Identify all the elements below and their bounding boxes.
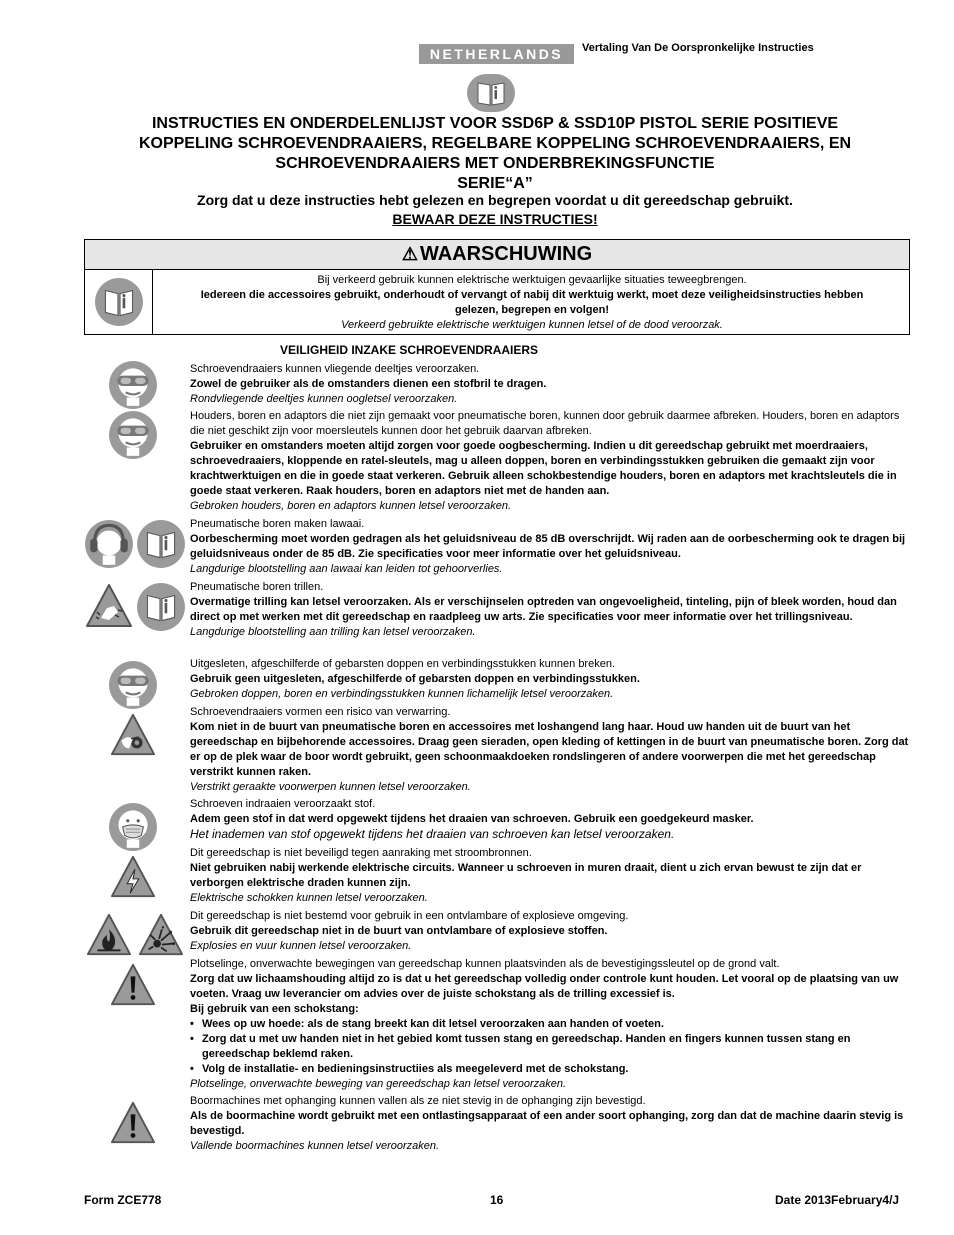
instruction-text: Gebruik dit gereedschap niet in de buurt van ontvlambare of explosieve stoffen. [190, 925, 608, 937]
instruction-text: Kom niet in de buurt van pneumatische boren en accessoires met loshangend lang haar. Houd uw handen uit de buurt van het gereedschap en bijbehorende accessoires. Draag geen sieraden, open kleding of kettingen in de buurt van pneumatische boren. Zorg dat er op de plek waar de boor wordt gebruikt, geen schoonmaakdoeken rondslingeren of andere voorwerpen die met het gereedschap verstrikt kunnen raken. [190, 721, 909, 778]
safety-block-noise [190, 517, 912, 577]
bullet: • [190, 1063, 194, 1075]
goggles-icon [108, 410, 158, 460]
goggles-icon [108, 660, 158, 710]
hazard-text: Dit gereedschap is niet beveiligd tegen aanraking met stroombronnen. [190, 847, 532, 859]
hazard-text: Uitgesleten, afgeschilferde of gebarsten doppen en verbindingsstukken kunnen breken. [190, 658, 616, 670]
section-title: VEILIGHEID INZAKE SCHROEVENDRAAIERS [280, 343, 539, 357]
instruction-text: Adem geen stof in dat werd opgewekt tijdens het draaien van schroeven. Gebruik een goedgekeurd masker. [190, 813, 754, 825]
warning-heading: WAARSCHUWING [419, 243, 593, 265]
hazard-text: Schroevendraaiers vormen een risico van verwarring. [190, 706, 451, 718]
ear-protection-icon [84, 519, 134, 569]
safety-block-flying-particles [190, 362, 912, 407]
explosion-hazard-icon [136, 912, 186, 958]
hazard-text: Schroeven indraaien veroorzaakt stof. [190, 798, 376, 810]
warning-line-2: Iedereen die accessoires gebruikt, onderhoudt of vervangt of nabij dit werktuig werkt, moet deze veiligheidsinstructies hebben [200, 289, 864, 301]
instruction-text: Zowel de gebruiker als de omstanders dienen een stofbril te dragen. [190, 378, 547, 390]
list-item-text: Volg de installatie- en bedieningsinstructiies als meegeleverd met de schokstang. [202, 1063, 629, 1075]
instruction-text: Oorbescherming moet worden gedragen als het geluidsniveau de 85 dB overschrijdt. Wij raden aan de oorbescherming ook te dragen bij geluidsniveaus onder de 85 dB. Zie specificaties voor meer informatie over het geluidsniveau. [190, 533, 906, 560]
consequence-text: Het inademen van stof opgewekt tijdens het draaien van schroeven kan letsel veroorzaken. [190, 827, 675, 841]
read-manual-icon [467, 74, 515, 117]
read-manual-icon [136, 582, 186, 632]
title-line-2: KOPPELING SCHROEVENDRAAIERS, REGELBARE KOPPELING SCHROEVENDRAAIERS, EN [138, 135, 852, 152]
safety-block-worn-sockets [190, 657, 912, 702]
consequence-text: Rondvliegende deeltjes kunnen oogletsel veroorzaken. [190, 393, 458, 405]
list-item [190, 1032, 912, 1062]
vibration-hazard-icon [84, 582, 134, 630]
exclamation-warning-icon [108, 962, 158, 1008]
warning-line-3: gelezen, begrepen en volgen! [454, 304, 610, 316]
fire-hazard-icon [84, 912, 134, 958]
hazard-text: Boormachines met ophanging kunnen vallen als ze niet stevig in de ophanging zijn bevestigd. [190, 1095, 646, 1107]
read-instructions-note: Zorg dat u deze instructies hebt gelezen en begrepen voordat u dit gereedschap gebruikt. [197, 192, 793, 208]
instruction-text: Overmatige trilling kan letsel veroorzaken. Als er verschijnselen optreden van ongevoeligheid, tinteling, pijn of bleek worden, houd dan direct op met werken met dit gereedschap en raadpleeg uw arts. Zie specificaties voor meer informatie over het trillingsniveau. [190, 596, 897, 623]
consequence-text: Explosies en vuur kunnen letsel veroorzaken. [190, 940, 412, 952]
read-manual-icon [136, 519, 186, 569]
safety-block-electrical [190, 846, 912, 906]
consequence-text: Gebroken houders, boren en adaptors kunnen letsel veroorzaken. [190, 500, 512, 512]
exclamation-warning-icon [108, 1100, 158, 1146]
warning-manual-cell [85, 270, 153, 334]
read-manual-icon [94, 277, 144, 327]
safety-block-entanglement [190, 705, 912, 795]
keep-instructions-note: BEWAAR DEZE INSTRUCTIES! [392, 211, 598, 227]
list-item-text: Wees op uw hoede: als de stang breekt kan dit letsel veroorzaken aan handen of voeten. [202, 1018, 664, 1030]
consequence-text: Gebroken doppen, boren en verbindingsstukken kunnen lichamelijk letsel veroorzaken. [190, 688, 614, 700]
hazard-text: Pneumatische boren maken lawaai. [190, 518, 365, 530]
warning-line-1: Bij verkeerd gebruik kunnen elektrische werktuigen gevaarlijke situaties teweegbrengen. [317, 274, 747, 286]
country-band: NETHERLANDS [419, 44, 574, 64]
document-date: Date 2013February4/J [775, 1193, 900, 1207]
list-item-text: Zorg dat u met uw handen niet in het gebied komt tussen stang en gereedschap. Handen en fingers kunnen tussen stang en gereedschap beklemd raken. [202, 1033, 851, 1060]
instruction-text: Gebruiker en omstanders moeten altijd zorgen voor goede oogbescherming. Indien u dit gereedschap gebruikt met moerdraaiers, schroevedraaiers, kloppende en ratel-sleutels, mag u alleen doppen, boren en verbindingsstukken gebruiken die gemaakt zijn voor krachtwerktuigen en die in goede staat verkeren. Gebruik alleen schokbestendige houders, boren en adaptors met krachtsleutels die in goede staat verkeren. Raak houders, boren en adaptors niet met de handen aan. [190, 440, 897, 497]
electric-shock-icon [108, 854, 158, 900]
goggles-icon [108, 360, 158, 410]
instruction-text: Als de boormachine wordt gebruikt met een ontlastingsapparaat of een ander soort ophanging, zorg dan dat de machine daarin stevig is bevestigd. [190, 1110, 904, 1137]
safety-block-accessories [190, 409, 912, 514]
consequence-text: Plotselinge, onverwachte beweging van gereedschap kan letsel veroorzaken. [190, 1078, 567, 1090]
warning-line-4: Verkeerd gebruikte elektrische werktuigen kunnen letsel of de dood veroorzak. [341, 319, 723, 331]
list-item [190, 1062, 912, 1077]
hazard-text: Houders, boren en adaptors die niet zijn gemaakt voor pneumatische boren, kunnen door gebruik daarmee afbreken. Houders, boren en adaptors die niet geschikt zijn voor moersleutels kunnen door het gebruik daarvan afbreken. [190, 410, 900, 437]
instruction-text: Niet gebruiken nabij werkende elektrische circuits. Wanneer u schroeven in muren draait, dient u zich ervan bewust te zijn dat er verborgen elektrische draden kunnen zijn. [190, 862, 862, 889]
translation-note: Vertaling Van De Oorspronkelijke Instructies [582, 42, 814, 54]
consequence-text: Elektrische schokken kunnen letsel veroorzaken. [190, 892, 428, 904]
consequence-text: Langdurige blootstelling aan lawaai kan leiden tot gehoorverlies. [190, 563, 503, 575]
page-number: 16 [490, 1193, 504, 1207]
form-number: Form ZCE778 [84, 1193, 162, 1207]
entanglement-hazard-icon [108, 712, 158, 758]
hazard-text: Schroevendraaiers kunnen vliegende deeltjes veroorzaken. [190, 363, 480, 375]
title-line-1: INSTRUCTIES EN ONDERDELENLIJST VOOR SSD6P & SSD10P PISTOL SERIE POSITIEVE [151, 115, 839, 132]
consequence-text: Langdurige blootstelling aan trilling kan letsel veroorzaken. [190, 626, 476, 638]
warning-header [85, 240, 909, 270]
instruction-text: Zorg dat uw lichaamshouding altijd zo is dat u het gereedschap volledig onder controle kunt houden. Let vooral op de plaatsing van uw voeten. Vraag uw leverancier om advies over de juiste schokstang als de trilling excessief is. [190, 973, 899, 1000]
hazard-text: Plotselinge, onverwachte bewegingen van gereedschap kunnen plaatsvinden als de bevestigingssleutel op de grond valt. [190, 958, 780, 970]
document-title [95, 114, 895, 194]
warning-box [84, 239, 910, 335]
consequence-text: Vallende boormachines kunnen letsel veroorzaken. [190, 1140, 440, 1152]
dust-mask-icon [108, 802, 158, 852]
title-line-3: SCHROEVENDRAAIERS MET ONDERBREKINGSFUNCTIE [275, 155, 715, 172]
safety-block-suspension [190, 1094, 912, 1154]
safety-block-vibration [190, 580, 912, 640]
safety-block-explosive [190, 909, 912, 954]
bullet: • [190, 1018, 194, 1030]
instruction-text: Gebruik geen uitgesleten, afgeschilferde of gebarsten doppen en verbindingsstukken. [190, 673, 640, 685]
hazard-text: Dit gereedschap is niet bestemd voor gebruik in een ontvlambare of explosieve omgeving. [190, 910, 629, 922]
hazard-text: Pneumatische boren trillen. [190, 581, 324, 593]
warning-text [165, 273, 899, 333]
list-item [190, 1017, 912, 1032]
consequence-text: Verstrikt geraakte voorwerpen kunnen letsel veroorzaken. [190, 781, 471, 793]
title-line-4: SERIE“A” [457, 175, 533, 192]
safety-block-dust [190, 797, 912, 842]
warning-triangle-icon: ⚠ [401, 244, 418, 264]
instruction-subheading: Bij gebruik van een schokstang: [190, 1003, 359, 1015]
bullet: • [190, 1033, 194, 1045]
safety-block-sudden-movement [190, 957, 912, 1092]
